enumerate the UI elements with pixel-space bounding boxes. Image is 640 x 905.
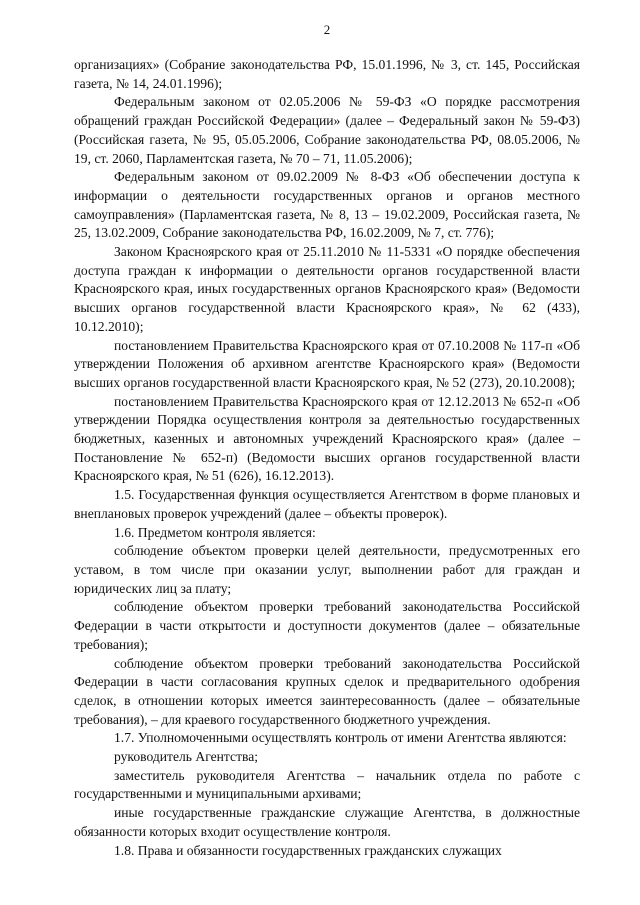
paragraph-1-5: 1.5. Государственная функция осуществляется Агентством в форме плановых и внеплановых проверок учреждений (далее – объекты проверок). [74,487,580,521]
paragraph-control-subject-1: соблюдение объектом проверки целей деятельности, предусмотренных его уставом, в том числе при оказании услуг, выполнении работ для граждан и юридических лиц за плату; [74,543,580,596]
paragraph-resolution-117p: постановлением Правительства Красноярского края от 07.10.2008 № 117-п «Об утверждении Положения об архивном агентстве Красноярского края» (Ведомости высших органов государственной власти Красноярского края, № 52 (273), 20.10.2008); [74,337,580,390]
paragraph-deputy-head: заместитель руководителя Агентства – начальник отдела по работе с государственными и муниципальными архивами; [74,767,580,802]
paragraph-1-7: 1.7. Уполномоченными осуществлять контроль от имени Агентства являются: [114,730,567,746]
paragraph-law-59fz: Федеральным законом от 02.05.2006 № 59-ФЗ «О порядке рассмотрения обращений граждан Российской Федерации» (далее – Федеральный закон № 59-ФЗ) (Российская газета, № 95, 05.05.2006, Собрание законодательства РФ, 08.05.2006, № 19, ст. 2060, Парламентская газета, № 70 – 71, 11.05.2006); [74,94,580,166]
paragraph-control-subject-3: соблюдение объектом проверки требований законодательства Российской Федерации в части согласования крупных сделок и предварительного одобрения сделок, в отношении которых имеется заинтересованность (далее – обязательные требования), – для краевого государственного бюджетного учреждения. [74,655,580,727]
paragraph-other-servants: иные государственные гражданские служащие Агентства, в должностные обязанности которых входит осуществление контроля. [74,805,580,839]
paragraph-law-8fz: Федеральным законом от 09.02.2009 № 8-ФЗ «Об обеспечении доступа к информации о деятельности государственных органов и органов местного самоуправления» (Парламентская газета, № 8, 13 – 19.02.2009, Российская газета, № 25, 13.02.2009, Собрание законодательства РФ, 16.02.2009, № 7, ст. 776); [74,169,580,241]
paragraph-1-6: 1.6. Предметом контроля является: [114,524,316,540]
paragraph-control-subject-2: соблюдение объектом проверки требований законодательства Российской Федерации в части открытости и доступности документов (далее – обязательные требования); [74,599,580,652]
page-number: 2 [323,22,331,37]
paragraph-continuation: организациях» (Собрание законодательства РФ, 15.01.1996, № 3, ст. 145, Российская газета, № 14, 24.01.1996); [74,57,580,91]
paragraph-head-of-agency: руководитель Агентства; [114,749,259,765]
paragraph-1-8: 1.8. Права и обязанности государственных гражданских служащих [114,842,502,858]
paragraph-krasnoyarsk-law: Законом Красноярского края от 25.11.2010 № 11-5331 «О порядке обеспечения доступа граждан к информации о деятельности органов государственной власти Красноярского края, иных государственных органов Красноярского края» (Ведомости высших органов государственной власти Красноярского края», № 62 (433), 10.12.2010); [74,244,580,334]
paragraph-resolution-652p: постановлением Правительства Красноярского края от 12.12.2013 № 652-п «Об утверждении Порядка осуществления контроля за деятельностью государственных бюджетных, казенных и автономных учреждений Красноярского края» (далее – Постановление № 652-п) (Ведомости высших органов государственной власти Красноярского края, № 51 (626), 16.12.2013). [74,393,580,484]
